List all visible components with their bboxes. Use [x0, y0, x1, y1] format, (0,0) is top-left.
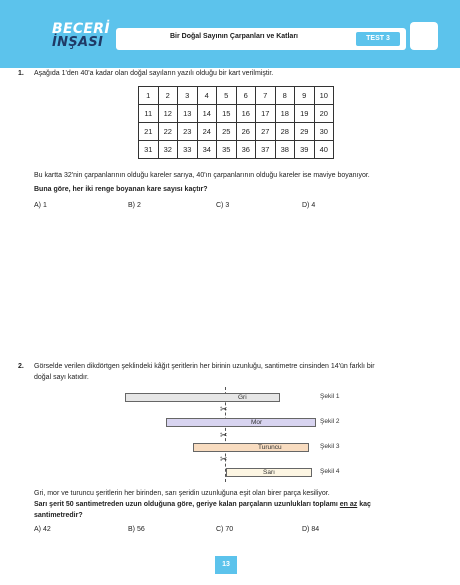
grid-cell: 17	[256, 105, 276, 123]
figure-2-label: Şekil 2	[320, 418, 340, 425]
question-2-intro-line2: doğal sayı katıdır.	[34, 374, 89, 381]
question-1-intro: Aşağıda 1'den 40'a kadar olan doğal sayıların yazılı olduğu bir kart verilmiştir.	[34, 70, 274, 77]
grid-cell: 35	[217, 141, 237, 159]
q2-option-d[interactable]: D) 84	[302, 526, 320, 533]
strip-purple-label: Mor	[251, 419, 263, 426]
question-2-statement: Gri, mor ve turuncu şeritlerin her birinden, sarı şeridin uzunluğuna eşit olan birer parça kesiliyor.	[34, 490, 330, 497]
grid-cell: 33	[178, 141, 198, 159]
grid-cell: 24	[197, 123, 217, 141]
grid-cell: 10	[314, 87, 334, 105]
grid-cell: 39	[295, 141, 315, 159]
scissors-icon: ✂	[220, 454, 228, 464]
grid-cell: 11	[139, 105, 159, 123]
question-2-part1: Sarı şerit 50 santimetreden uzun olduğuna göre, geriye kalan parçaların uzunlukları toplamı	[34, 501, 340, 508]
grid-cell: 19	[295, 105, 315, 123]
logo-line-2: İNŞASI	[52, 35, 104, 50]
strip-yellow	[226, 468, 312, 477]
q2-option-a[interactable]: A) 42	[34, 526, 51, 533]
grid-cell: 4	[197, 87, 217, 105]
grid-row	[139, 141, 334, 159]
strip-gray-label: Gri	[238, 394, 247, 401]
strip-purple	[166, 418, 316, 427]
grid-cell: 16	[236, 105, 256, 123]
figure-4-label: Şekil 4	[320, 468, 340, 475]
corner-box	[410, 22, 438, 50]
question-2-question-line2: santimetredir?	[34, 512, 83, 519]
title-box	[116, 28, 406, 50]
grid-cell: 14	[197, 105, 217, 123]
brand-logo	[52, 22, 112, 52]
grid-cell: 13	[178, 105, 198, 123]
grid-cell: 29	[295, 123, 315, 141]
grid-cell: 38	[275, 141, 295, 159]
grid-cell: 36	[236, 141, 256, 159]
strip-orange-label: Turuncu	[258, 444, 282, 451]
grid-cell: 6	[236, 87, 256, 105]
grid-cell: 27	[256, 123, 276, 141]
question-1-question: Buna göre, her iki renge boyanan kare sayısı kaçtır?	[34, 186, 208, 193]
grid-cell: 22	[158, 123, 178, 141]
test-badge: TEST 3	[356, 32, 400, 46]
header-bar	[0, 0, 460, 68]
question-2-number: 2.	[18, 363, 24, 370]
grid-cell: 37	[256, 141, 276, 159]
q1-option-b[interactable]: B) 2	[128, 202, 141, 209]
page-number: 13	[215, 556, 237, 574]
number-grid	[138, 86, 334, 159]
strip-gray	[125, 393, 280, 402]
grid-row	[139, 87, 334, 105]
question-1-statement: Bu kartta 32'nin çarpanlarının olduğu kareler sarıya, 40'ın çarpanlarının olduğu kareler ise maviye boyanıyor.	[34, 172, 370, 179]
scissors-icon: ✂	[220, 404, 228, 414]
question-2-intro-line1: Görselde verilen dikdörtgen şeklindeki kâğıt şeritlerin her birinin uzunluğu, santimetre cinsinden 14'ün farklı bir	[34, 363, 375, 370]
q1-option-c[interactable]: C) 3	[216, 202, 230, 209]
q1-option-d[interactable]: D) 4	[302, 202, 316, 209]
grid-cell: 20	[314, 105, 334, 123]
question-1-number: 1.	[18, 70, 24, 77]
grid-cell: 31	[139, 141, 159, 159]
grid-cell: 28	[275, 123, 295, 141]
figure-1-label: Şekil 1	[320, 393, 340, 400]
grid-cell: 34	[197, 141, 217, 159]
grid-cell: 3	[178, 87, 198, 105]
grid-cell: 15	[217, 105, 237, 123]
grid-cell: 5	[217, 87, 237, 105]
scissors-icon: ✂	[220, 430, 228, 440]
logo-line-1: BECERİ	[52, 21, 110, 37]
grid-cell: 1	[139, 87, 159, 105]
grid-cell: 7	[256, 87, 276, 105]
grid-cell: 25	[217, 123, 237, 141]
grid-cell: 26	[236, 123, 256, 141]
grid-cell: 21	[139, 123, 159, 141]
q1-option-a[interactable]: A) 1	[34, 202, 47, 209]
figure-3-label: Şekil 3	[320, 443, 340, 450]
question-2-question	[34, 499, 371, 510]
grid-cell: 23	[178, 123, 198, 141]
grid-cell: 40	[314, 141, 334, 159]
q2-option-b[interactable]: B) 56	[128, 526, 145, 533]
grid-cell: 32	[158, 141, 178, 159]
grid-cell: 2	[158, 87, 178, 105]
grid-cell: 30	[314, 123, 334, 141]
question-2-part2: kaç	[357, 501, 371, 508]
grid-cell: 18	[275, 105, 295, 123]
strip-orange	[193, 443, 309, 452]
grid-cell: 8	[275, 87, 295, 105]
grid-cell: 12	[158, 105, 178, 123]
page-title: Bir Doğal Sayının Çarpanları ve Katları	[170, 33, 298, 40]
grid-row	[139, 123, 334, 141]
grid-row	[139, 105, 334, 123]
grid-cell: 9	[295, 87, 315, 105]
strip-yellow-label: Sarı	[263, 469, 275, 476]
question-2-emphasis: en az	[339, 501, 358, 508]
q2-option-c[interactable]: C) 70	[216, 526, 234, 533]
